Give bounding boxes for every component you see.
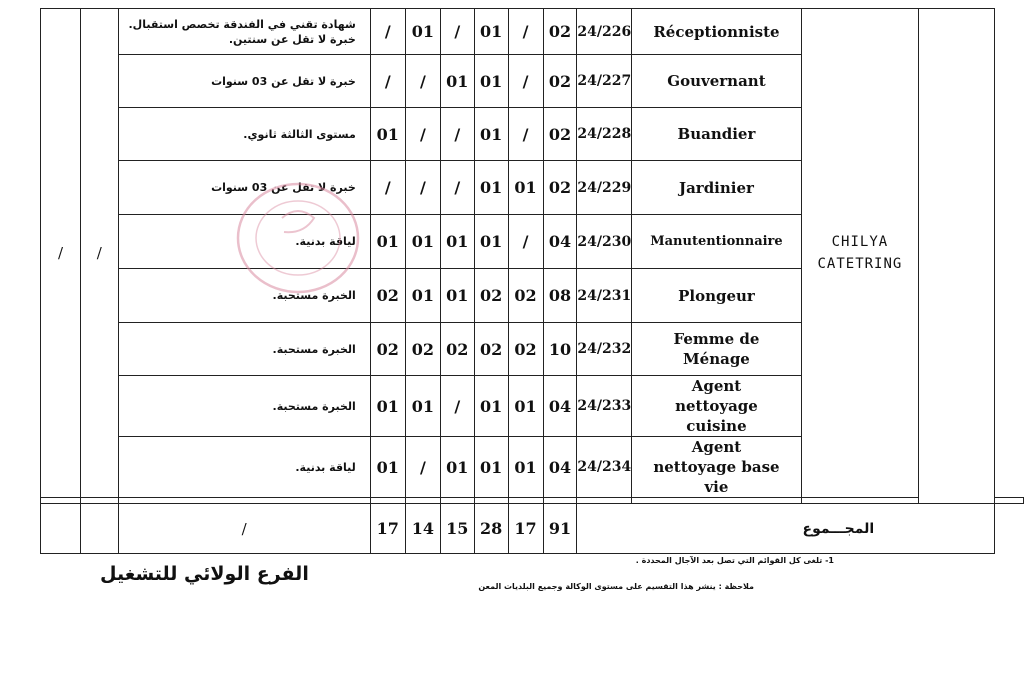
conditions-cell	[118, 108, 370, 161]
condition-line: مستوى الثالثة ثانوي.	[243, 127, 356, 141]
count-cell-c3: 01	[474, 161, 508, 215]
count-cell-c3: 02	[474, 269, 508, 323]
offer-code: 24/229	[577, 161, 632, 215]
table-row	[41, 9, 1024, 55]
condition-line: الخبرة مستحبة.	[272, 342, 356, 356]
count-cell-c1: 08	[543, 269, 577, 323]
conditions-cell	[118, 437, 370, 498]
offer-code: 24/228	[577, 108, 632, 161]
post-name: Femme de Ménage	[632, 323, 801, 376]
conditions-cell	[118, 269, 370, 323]
empty-margin-cell	[919, 9, 995, 504]
count-cell-c2: /	[508, 108, 543, 161]
count-cell-c2: 01	[508, 437, 543, 498]
count-cell-c1: 04	[543, 437, 577, 498]
count-cell-c5: 01	[405, 376, 440, 437]
totals-row	[41, 504, 1024, 554]
company-line-2: CATETRING	[817, 256, 903, 272]
count-cell-c1: 04	[543, 376, 577, 437]
condition-line: خبرة لا تقل عن 03 سنوات	[211, 74, 356, 88]
count-cell-c5: 01	[405, 9, 440, 55]
conditions-cell	[118, 161, 370, 215]
count-cell-c6: 01	[370, 108, 405, 161]
offer-code: 24/226	[577, 9, 632, 55]
offer-code: 24/233	[577, 376, 632, 437]
count-cell-c3: 01	[474, 108, 508, 161]
count-cell-c4: 02	[440, 323, 474, 376]
footer-note-2: ملاحظة : ينشر هذا التقسيم على مستوى الوكالة وجميع البلديات المعن	[478, 582, 754, 591]
post-name: Gouvernant	[632, 55, 801, 108]
count-cell-c3: 01	[474, 215, 508, 269]
count-cell-c6: 02	[370, 323, 405, 376]
total-c2: 17	[508, 504, 543, 554]
count-cell-c2: /	[508, 215, 543, 269]
total-c6: 17	[370, 504, 405, 554]
total-c1: 91	[543, 504, 577, 554]
count-cell-c4: /	[440, 376, 474, 437]
count-cell-c3: 01	[474, 376, 508, 437]
condition-line: الخبرة مستحبة.	[272, 399, 356, 413]
condition-line: لياقة بدنية.	[295, 235, 356, 248]
count-cell-c1: 04	[543, 215, 577, 269]
count-cell-c4: /	[440, 9, 474, 55]
count-cell-c4: /	[440, 108, 474, 161]
count-cell-c5: /	[405, 437, 440, 498]
footer-note-1: 1- تلغى كل القوائم التي تصل بعد الآجال المحددة .	[635, 556, 834, 565]
count-cell-c3: 01	[474, 55, 508, 108]
count-cell-c5: 01	[405, 215, 440, 269]
conditions-cell	[118, 323, 370, 376]
post-name: Manutentionnaire	[632, 215, 801, 269]
conditions-cell	[118, 215, 370, 269]
post-name: Agent nettoyage cuisine	[632, 376, 801, 437]
count-cell-c6: /	[370, 55, 405, 108]
count-cell-c5: /	[405, 161, 440, 215]
conditions-cell	[118, 9, 370, 55]
condition-line: لياقة بدنية.	[295, 460, 356, 474]
offer-code: 24/234	[577, 437, 632, 498]
post-name: Buandier	[632, 108, 801, 161]
count-cell-c5: 01	[405, 269, 440, 323]
count-cell-c6: 01	[370, 437, 405, 498]
total-c4: 15	[440, 504, 474, 554]
count-cell-c4: 01	[440, 215, 474, 269]
company-line-1: CHILYA	[831, 234, 889, 250]
count-cell-c5: 02	[405, 323, 440, 376]
separator-cell	[995, 498, 1024, 504]
offer-code: 24/230	[577, 215, 632, 269]
post-name: Jardinier	[632, 161, 801, 215]
count-cell-c3: 01	[474, 437, 508, 498]
count-cell-c5: /	[405, 108, 440, 161]
count-cell-c1: 02	[543, 55, 577, 108]
count-cell-c1: 02	[543, 161, 577, 215]
conditions-cell	[118, 55, 370, 108]
count-cell-c4: 01	[440, 269, 474, 323]
total-c5: 14	[405, 504, 440, 554]
count-cell-c2: /	[508, 55, 543, 108]
totals-label: المجـــموع	[577, 504, 995, 554]
post-name: Agent nettoyage base vie	[632, 437, 801, 498]
col-a-mark: /	[41, 9, 81, 498]
post-name: Réceptionniste	[632, 9, 801, 55]
count-cell-c3: 01	[474, 9, 508, 55]
totals-conditions: /	[118, 504, 370, 554]
conditions-cell	[118, 376, 370, 437]
condition-line: خبرة لا تقل عن 03 سنوات	[211, 181, 356, 194]
offer-code: 24/232	[577, 323, 632, 376]
count-cell-c3: 02	[474, 323, 508, 376]
count-cell-c6: 01	[370, 376, 405, 437]
branch-signature: الفرع الولائي للتشغيل	[100, 563, 309, 585]
company-name	[801, 9, 918, 498]
count-cell-c6: /	[370, 9, 405, 55]
count-cell-c2: 02	[508, 269, 543, 323]
condition-line: خبرة لا تقل عن سنتين.	[228, 32, 356, 46]
total-c3: 28	[474, 504, 508, 554]
count-cell-c2: 02	[508, 323, 543, 376]
job-offers-table	[40, 8, 1024, 554]
count-cell-c4: 01	[440, 437, 474, 498]
condition-line: شهادة تقني في الفندقة تخصص استقبال.	[128, 17, 356, 31]
count-cell-c6: /	[370, 161, 405, 215]
count-cell-c1: 02	[543, 108, 577, 161]
count-cell-c5: /	[405, 55, 440, 108]
count-cell-c2: /	[508, 9, 543, 55]
col-b-mark: /	[81, 9, 119, 498]
count-cell-c4: 01	[440, 55, 474, 108]
totals-col-a	[41, 504, 81, 554]
count-cell-c1: 10	[543, 323, 577, 376]
offer-code: 24/231	[577, 269, 632, 323]
count-cell-c6: 02	[370, 269, 405, 323]
offer-code: 24/227	[577, 55, 632, 108]
post-name: Plongeur	[632, 269, 801, 323]
totals-col-b	[81, 504, 119, 554]
count-cell-c4: /	[440, 161, 474, 215]
count-cell-c1: 02	[543, 9, 577, 55]
count-cell-c6: 01	[370, 215, 405, 269]
condition-line: الخبرة مستحبة.	[272, 289, 356, 302]
count-cell-c2: 01	[508, 376, 543, 437]
count-cell-c2: 01	[508, 161, 543, 215]
